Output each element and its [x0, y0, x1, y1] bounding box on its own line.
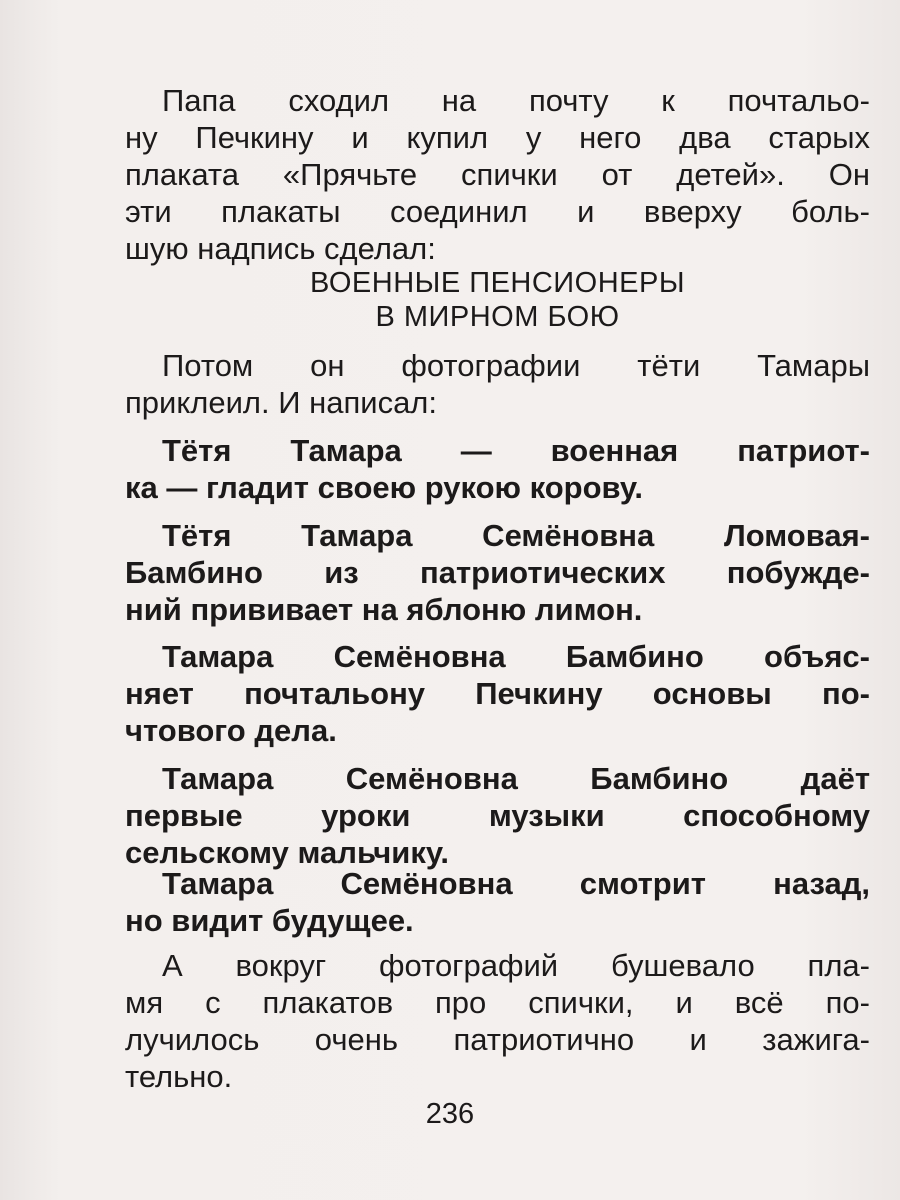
section-heading: В МИРНОМ БОЮ: [375, 301, 620, 333]
caption-line: ний прививает на яблоню лимон.: [125, 592, 643, 627]
caption-line: сельскому мальчику.: [125, 835, 449, 870]
text-line: эти плакаты соединил и вверху боль-: [125, 194, 870, 229]
text-line: Потом он фотографии тёти Тамары: [162, 348, 870, 383]
text-line: шую надпись сделал:: [125, 231, 436, 266]
caption-line: Тётя Тамара — военная патриот-: [162, 433, 870, 468]
caption-line: Бамбино из патриотических побужде-: [125, 555, 870, 590]
caption-line: Тамара Семёновна Бамбино объяс-: [162, 639, 870, 674]
section-heading: ВОЕННЫЕ ПЕНСИОНЕРЫ: [309, 267, 685, 299]
caption-line: Тамара Семёновна Бамбино даёт: [162, 761, 870, 796]
text-line: А вокруг фотографий бушевало пла-: [162, 948, 870, 983]
caption-line: няет почтальону Печкину основы по-: [125, 676, 870, 711]
caption-line: Тамара Семёновна смотрит назад,: [162, 866, 870, 901]
caption-line: ка — гладит своею рукою корову.: [125, 470, 643, 505]
text-line: плаката «Прячьте спички от детей». Он: [125, 157, 870, 192]
caption-line: первые уроки музыки способному: [125, 798, 870, 833]
caption-line: Тётя Тамара Семёновна Ломовая-: [162, 518, 870, 553]
text-line: ну Печкину и купил у него два старых: [125, 120, 870, 155]
caption-line: чтового дела.: [125, 713, 337, 748]
text-line: лучилось очень патриотично и зажига-: [125, 1022, 870, 1057]
text-line: мя с плакатов про спички, и всё по-: [125, 985, 870, 1020]
caption-line: но видит будущее.: [125, 903, 414, 938]
text-line: приклеил. И написал:: [125, 385, 438, 420]
text-line: тельно.: [125, 1059, 233, 1094]
text-line: Папа сходил на почту к почтальо-: [162, 83, 870, 118]
page-number: 236: [425, 1098, 475, 1130]
